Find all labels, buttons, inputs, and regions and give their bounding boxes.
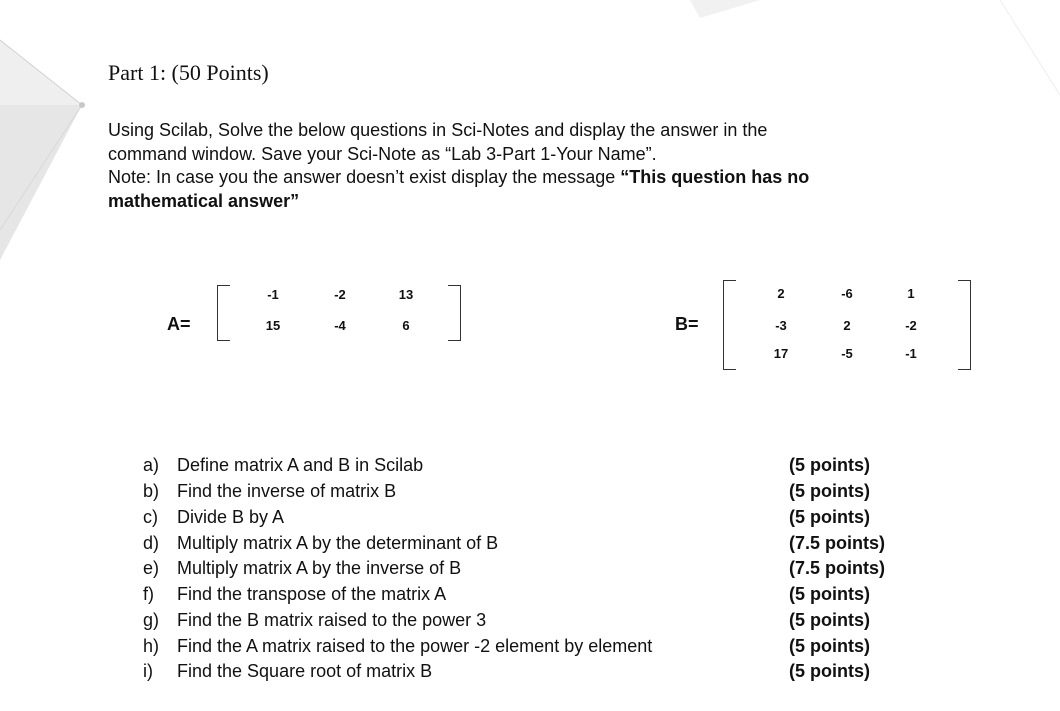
question-text: Multiply matrix A by the determinant of B — [177, 533, 499, 553]
question-item — [143, 661, 432, 682]
question-letter: i) — [143, 661, 153, 681]
matrix-b-cell: -1 — [905, 346, 917, 361]
question-text: Multiply matrix A by the inverse of B — [177, 558, 462, 578]
instruction-line-1: Using Scilab, Solve the below questions in Sci-Notes and display the answer in the — [108, 120, 768, 140]
question-letter: f) — [143, 584, 154, 604]
page-title: Part 1: (50 Points) — [108, 60, 269, 85]
matrix-a-right-bracket — [448, 285, 461, 341]
question-points: (5 points) — [789, 584, 870, 604]
matrix-a-cell: -2 — [334, 287, 346, 302]
matrix-b-cell: 1 — [907, 286, 915, 301]
question-letter: d) — [143, 533, 160, 553]
question-letter: g) — [143, 610, 160, 630]
matrix-b-cell: 17 — [773, 346, 789, 361]
matrix-b-cell: 2 — [843, 318, 851, 333]
question-text: Find the B matrix raised to the power 3 — [177, 610, 487, 630]
instructions — [108, 119, 1008, 213]
question-points: (5 points) — [789, 481, 870, 501]
note-text: Note: In case you the answer doesn’t exist display the message — [108, 167, 621, 187]
question-text: Divide B by A — [177, 507, 285, 527]
question-text: Find the inverse of matrix B — [177, 481, 397, 501]
matrix-b-right-bracket — [958, 280, 971, 370]
matrix-a-cell: 13 — [398, 287, 414, 302]
matrix-b-cell: 2 — [777, 286, 785, 301]
matrix-b-cell: -6 — [841, 286, 853, 301]
question-item — [143, 507, 284, 528]
question-item — [143, 636, 652, 657]
matrix-a-cell: -1 — [267, 287, 279, 302]
note-line — [108, 166, 1008, 190]
question-points: (5 points) — [789, 661, 870, 681]
matrix-a-label: A= — [167, 314, 191, 334]
question-text: Find the transpose of the matrix A — [177, 584, 447, 604]
question-text: Find the A matrix raised to the power -2 element by element — [177, 636, 653, 656]
question-item — [143, 533, 498, 554]
question-item — [143, 455, 423, 476]
question-points: (7.5 points) — [789, 558, 886, 578]
matrix-b-cell: -5 — [841, 346, 853, 361]
matrix-b-cell: -3 — [775, 318, 787, 333]
question-item — [143, 584, 446, 605]
note-message-part-2: mathematical answer” — [108, 190, 300, 211]
question-points: (5 points) — [789, 507, 870, 527]
question-item — [143, 610, 486, 631]
question-points: (5 points) — [789, 455, 870, 475]
question-points: (7.5 points) — [789, 533, 886, 553]
question-letter: h) — [143, 636, 160, 656]
question-item — [143, 481, 396, 502]
question-letter: e) — [143, 558, 160, 578]
question-letter: c) — [143, 507, 158, 527]
matrix-a-cell: -4 — [334, 318, 346, 333]
question-letter: b) — [143, 481, 160, 501]
question-text: Find the Square root of matrix B — [177, 661, 433, 681]
instruction-line-2: command window. Save your Sci-Note as “Lab 3-Part 1-Your Name”. — [108, 143, 657, 164]
matrix-a-cell: 6 — [402, 318, 410, 333]
note-message-part-1: “This question has no — [620, 167, 810, 187]
matrix-b-label: B= — [675, 314, 699, 334]
matrix-b-left-bracket — [723, 280, 736, 370]
question-points: (5 points) — [789, 636, 870, 656]
matrix-a-cell: 15 — [265, 318, 281, 333]
matrix-a-left-bracket — [217, 285, 230, 341]
question-letter: a) — [143, 455, 160, 475]
matrix-b-cell: -2 — [905, 318, 917, 333]
question-text: Define matrix A and B in Scilab — [177, 455, 424, 475]
question-item — [143, 558, 461, 579]
question-points: (5 points) — [789, 610, 870, 630]
